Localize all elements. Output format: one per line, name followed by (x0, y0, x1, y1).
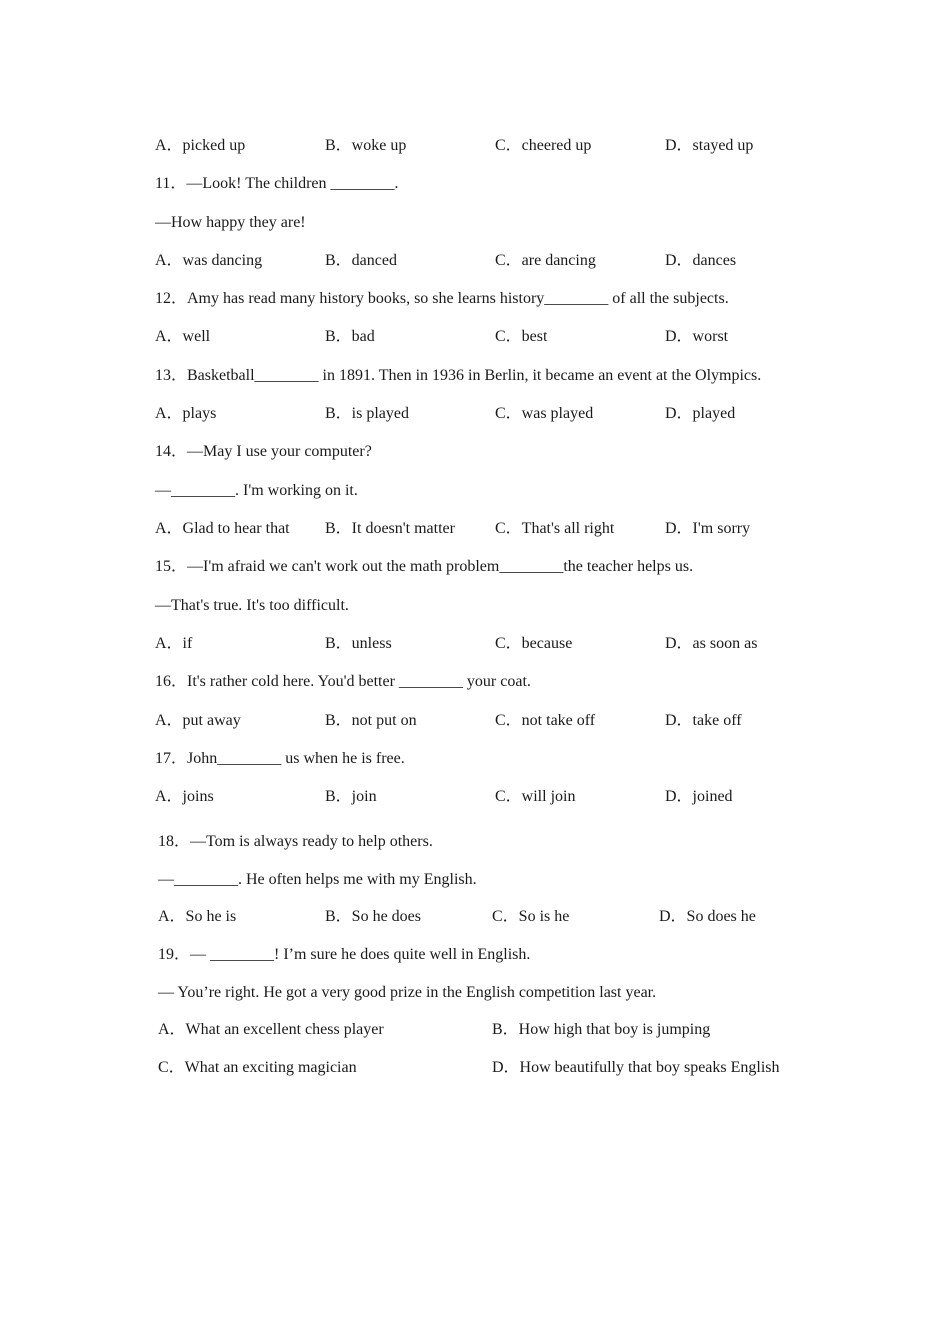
q13-stem: 13．Basketball________ in 1891. Then in 1936 in Berlin, it became an event at the Olympics. (155, 367, 762, 384)
q12-option-c: C．best (495, 328, 548, 345)
q16-stem: 16．It's rather cold here. You'd better ________ your coat. (155, 673, 531, 690)
q14-option-d: D．I'm sorry (665, 520, 751, 537)
q14-option-a: A．Glad to hear that (155, 520, 290, 537)
q14-stem: 14．—May I use your computer? (155, 443, 372, 460)
q11-option-c: C．are dancing (495, 252, 596, 269)
q13-option-d: D．played (665, 405, 736, 422)
q19-option-b: B．How high that boy is jumping (492, 1021, 711, 1038)
q19-reply: — You’re right. He got a very good prize in the English competition last year. (158, 984, 657, 1001)
q19-stem: 19．— ________! I’m sure he does quite well in English. (158, 946, 531, 963)
q17-option-d: D．joined (665, 788, 733, 805)
q18-option-d: D．So does he (659, 908, 756, 925)
q18-reply: —________. He often helps me with my English. (158, 871, 477, 888)
q17-option-c: C．will join (495, 788, 576, 805)
q15-option-a: A．if (155, 635, 193, 652)
q12-option-d: D．worst (665, 328, 729, 345)
q16-option-c: C．not take off (495, 712, 596, 729)
q17-option-b: B．join (325, 788, 377, 805)
q15-reply: —That's true. It's too difficult. (155, 597, 349, 614)
q14-option-c: C．That's all right (495, 520, 615, 537)
q12-stem: 12．Amy has read many history books, so she learns history________ of all the subjects. (155, 290, 729, 307)
q12-option-b: B．bad (325, 328, 375, 345)
q14-reply: —________. I'm working on it. (155, 482, 358, 499)
q10-option-d: D．stayed up (665, 137, 754, 154)
q10-option-a: A．picked up (155, 137, 246, 154)
q11-stem: 11．—Look! The children ________. (155, 175, 399, 192)
q19-option-d: D．How beautifully that boy speaks English (492, 1059, 780, 1076)
q10-option-c: C．cheered up (495, 137, 592, 154)
q15-option-b: B．unless (325, 635, 392, 652)
q15-option-c: C．because (495, 635, 573, 652)
q19-option-c: C．What an exciting magician (158, 1059, 357, 1076)
q17-stem: 17．John________ us when he is free. (155, 750, 405, 767)
q18-option-c: C．So is he (492, 908, 570, 925)
q11-reply: —How happy they are! (155, 214, 306, 231)
q18-option-a: A．So he is (158, 908, 237, 925)
q11-option-a: A．was dancing (155, 252, 263, 269)
q13-option-c: C．was played (495, 405, 594, 422)
q13-option-b: B．is played (325, 405, 409, 422)
q11-option-d: D．dances (665, 252, 737, 269)
q10-option-b: B．woke up (325, 137, 407, 154)
q11-option-b: B．danced (325, 252, 397, 269)
q15-stem: 15．—I'm afraid we can't work out the math problem________the teacher helps us. (155, 558, 694, 575)
q16-option-a: A．put away (155, 712, 241, 729)
q15-option-d: D．as soon as (665, 635, 758, 652)
q16-option-b: B．not put on (325, 712, 417, 729)
q14-option-b: B．It doesn't matter (325, 520, 455, 537)
q12-option-a: A．well (155, 328, 211, 345)
q18-stem: 18．—Tom is always ready to help others. (158, 833, 433, 850)
q18-option-b: B．So he does (325, 908, 422, 925)
q16-option-d: D．take off (665, 712, 742, 729)
q13-option-a: A．plays (155, 405, 217, 422)
q19-option-a: A．What an excellent chess player (158, 1021, 384, 1038)
q17-option-a: A．joins (155, 788, 214, 805)
